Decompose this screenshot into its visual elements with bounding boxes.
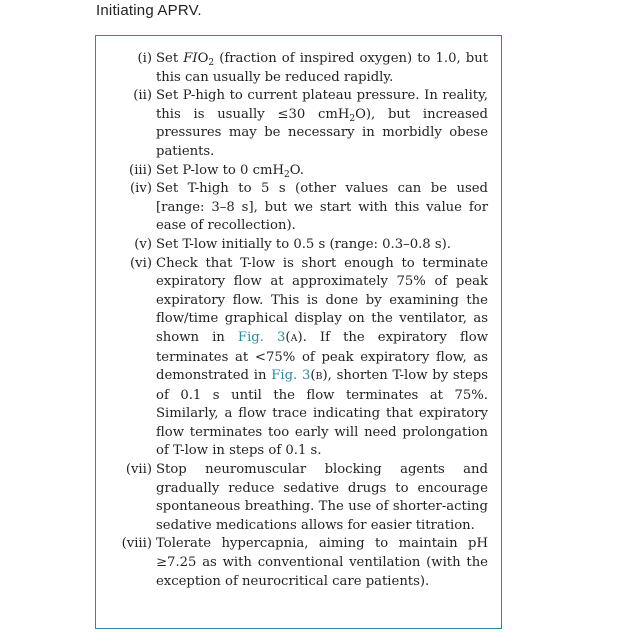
step-number: (i) — [137, 51, 152, 66]
text-run: Set P-low to 0 cmH — [156, 162, 284, 178]
text-run: Set P-high to current plateau pressure. In reality, this is usually ≤30 cmH — [156, 88, 488, 122]
step-number: (vi) — [130, 255, 152, 271]
panel-letter: A — [290, 332, 298, 344]
step-item — [108, 162, 488, 181]
step-text — [156, 50, 488, 87]
text-run: Stop neuromuscular blocking agents and gradually reduce sedative drugs to encourage spontaneous breathing. The use of shorter-acting sedative medications allows for easier titration. — [156, 462, 488, 533]
step-number: (v) — [134, 236, 152, 252]
step-item — [108, 50, 488, 87]
step-text — [156, 87, 488, 161]
text-run: Set — [156, 51, 184, 66]
text-run: (fraction of inspired oxygen) to 1.0, but this can usually be reduced rapidly. — [156, 51, 488, 85]
italic-text: FI — [183, 51, 198, 66]
steps-list — [108, 50, 488, 591]
figure-link[interactable]: Fig. 3 — [271, 368, 311, 384]
text-run: ( — [285, 329, 291, 345]
text-run: ( — [310, 368, 316, 384]
text-run: Tolerate hypercapnia, aiming to maintain pH ≥7.25 as with conventional ventilation (with the exception of neurocritical care patients). — [156, 536, 488, 589]
text-run: O. — [289, 162, 304, 178]
text-run: ). If the expiratory flow terminates at <75% of peak expiratory flow, as demonstrated in — [156, 329, 488, 384]
text-run: Set T-high to 5 s (other values can be used [range: 3–8 s], but we start with this value for ease of recollection). — [156, 181, 488, 234]
step-text — [156, 180, 488, 236]
subscript: 2 — [283, 169, 290, 180]
step-item — [108, 180, 488, 236]
panel-letter: B — [315, 371, 323, 383]
step-item — [108, 461, 488, 535]
step-number: (iv) — [130, 181, 152, 197]
step-item — [108, 87, 488, 161]
step-text — [156, 162, 488, 181]
step-number: (ii) — [133, 88, 152, 104]
step-text — [156, 535, 488, 591]
step-item — [108, 236, 488, 255]
step-item — [108, 255, 488, 462]
text-run: Check that T-low is short enough to terminate expiratory flow at approximately 75% of peak expiratory flow. This is done by examining the flow/time graphical display on the ventilator, as shown in — [156, 255, 488, 345]
step-number: (vii) — [125, 462, 152, 478]
text-run: ), shorten T-low by steps of 0.1 s until the flow terminates at 75%. Similarly, a flow trace indicating that expiratory flow terminates too early will need prolongation of T-low in steps of 0.1 s. — [156, 368, 489, 459]
figure-link[interactable]: Fig. 3 — [237, 329, 286, 345]
text-run: O), but increased pressures may be necessary in morbidly obese patients. — [156, 106, 488, 159]
step-item — [108, 535, 488, 591]
step-text — [156, 255, 488, 462]
heading: Initiating APRV. — [96, 2, 202, 19]
step-number: (iii) — [129, 162, 152, 178]
text-run: Set T-low initially to 0.5 s (range: 0.3–0.8 s). — [156, 236, 451, 252]
text-run: O — [197, 51, 209, 66]
step-number: (viii) — [121, 536, 152, 552]
step-text — [156, 461, 488, 535]
subscript: 2 — [208, 58, 215, 68]
step-text — [156, 236, 488, 255]
subscript: 2 — [349, 113, 356, 124]
